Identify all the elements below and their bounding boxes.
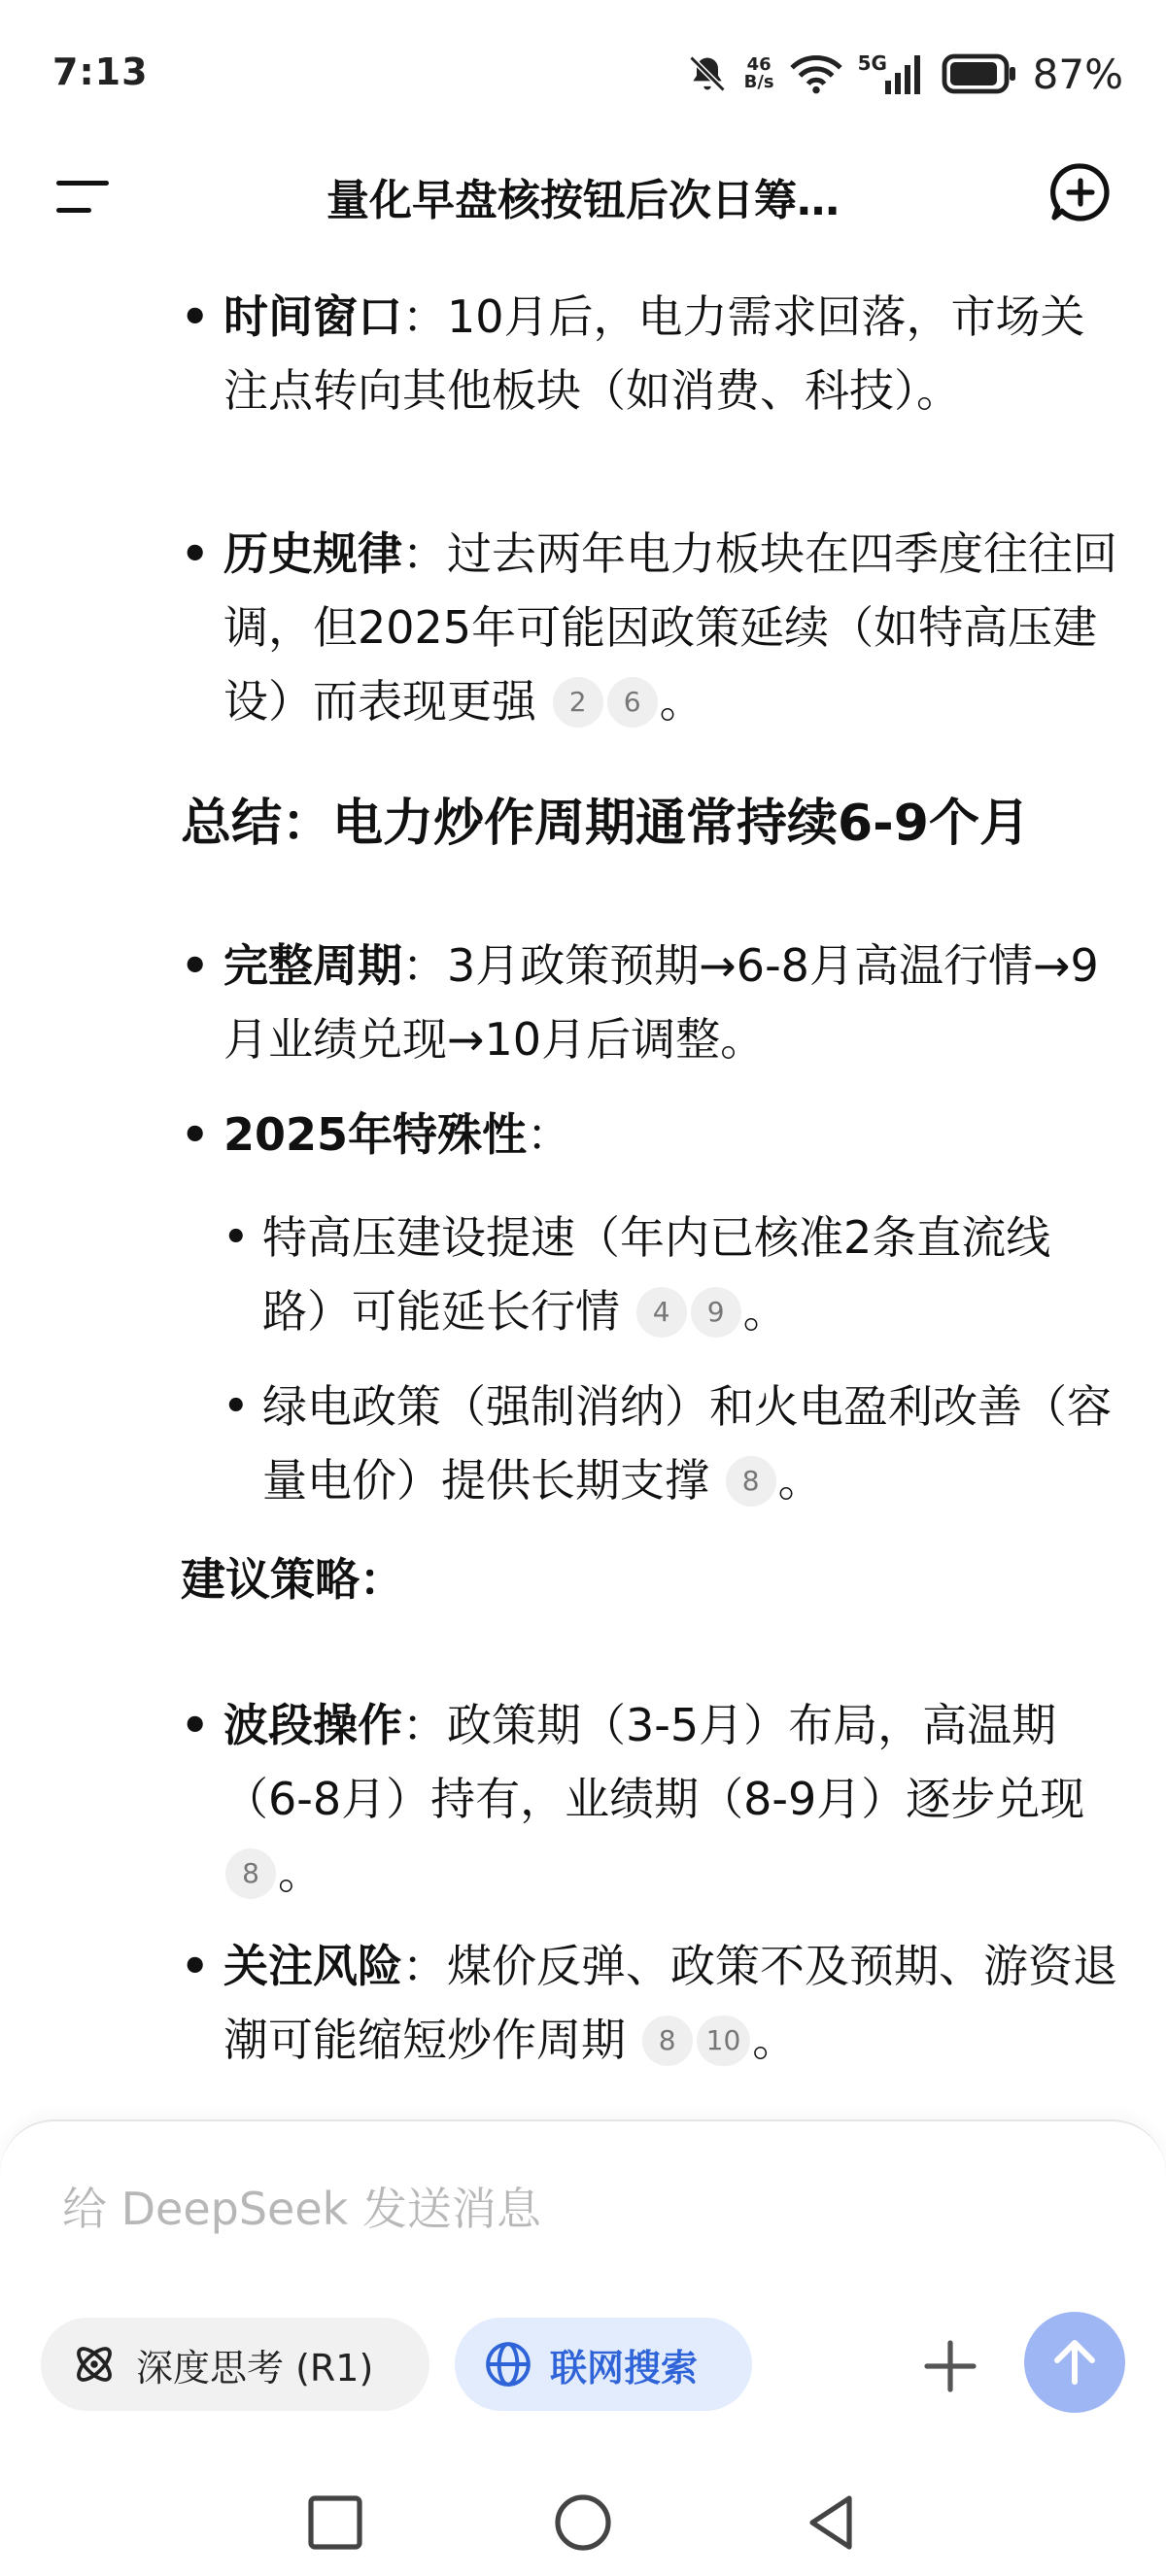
item-label: 2025年特殊性: [223, 1108, 528, 1161]
citation-badge[interactable]: 8: [225, 1848, 276, 1899]
item-label: 波段操作: [223, 1699, 402, 1751]
deep-think-label: 深度思考 (R1): [136, 2346, 374, 2390]
web-search-label: 联网搜索: [550, 2346, 699, 2390]
sub-bullet-dot: •: [223, 1215, 249, 1260]
citation-badge[interactable]: 9: [691, 1287, 741, 1338]
app-header: [0, 146, 1166, 243]
item-separator: ：: [402, 939, 447, 992]
network-type: 5G: [857, 51, 887, 75]
net-speed: [744, 56, 774, 91]
bullet-dot: •: [181, 939, 210, 992]
arrow-up-icon: [1049, 2337, 1100, 2388]
item-text: 政策期（3-5月）布局，高温期（6-8月）持有，业绩期（8-9月）逐步兑现: [223, 1699, 1085, 1825]
citation-badge[interactable]: 6: [607, 677, 658, 728]
circle-home-icon[interactable]: [549, 2489, 617, 2557]
item-end: 。: [278, 1847, 323, 1899]
bullet-dot: •: [181, 290, 210, 343]
message-input[interactable]: [62, 2170, 1034, 2248]
citation-badge[interactable]: 2: [553, 677, 603, 728]
triangle-back-icon[interactable]: [797, 2489, 865, 2557]
item-label: 时间窗口: [223, 290, 402, 343]
system-nav-bar: [0, 2467, 1166, 2576]
chat-response: [0, 262, 1166, 2108]
item-separator: ：: [402, 290, 447, 343]
item-separator: ：: [402, 1699, 447, 1751]
square-recents-icon[interactable]: [301, 2489, 369, 2557]
list-item-swing: [223, 1688, 1117, 1910]
deep-think-button[interactable]: [41, 2318, 429, 2411]
item-text: 3月政策预期→6-8月高温行情→9月业绩兑现→10月后调整。: [223, 939, 1099, 1066]
sub-bullet-dot: •: [223, 1384, 249, 1429]
plus-icon[interactable]: [921, 2337, 979, 2395]
item-text: 10月后，电力需求回落，市场关注点转向其他板块（如消费、科技）。: [223, 290, 1085, 417]
summary-heading: 总结：电力炒作周期通常持续6-9个月: [181, 795, 1030, 853]
item-end: 。: [659, 675, 704, 728]
sub-item-uhv: [262, 1201, 1117, 1348]
item-label: 完整周期: [223, 939, 402, 992]
menu-icon[interactable]: [56, 173, 115, 218]
item-separator: ：: [527, 1108, 572, 1161]
item-text: 特高压建设提速（年内已核准2条直流线路）可能延长行情: [262, 1211, 1051, 1338]
list-item-time-window: [223, 280, 1117, 427]
bullet-dot: •: [181, 1940, 210, 1992]
citation-badge[interactable]: 10: [697, 2016, 751, 2066]
battery-icon: [942, 52, 1017, 95]
bullet-dot: •: [181, 1699, 210, 1751]
new-chat-plus-icon[interactable]: [1049, 161, 1112, 223]
atom-icon: [70, 2340, 119, 2389]
bullet-dot: •: [181, 1108, 210, 1161]
item-separator: ：: [402, 1940, 447, 1992]
list-item-history: [223, 517, 1117, 738]
item-label: 历史规律: [223, 527, 402, 580]
item-end: 。: [742, 1285, 788, 1338]
strategy-heading: 建议策略：: [181, 1553, 404, 1606]
conversation-title: 量化早盘核按钮后次日筹…: [326, 176, 840, 225]
item-end: 。: [752, 2014, 798, 2066]
send-button[interactable]: [1024, 2312, 1125, 2413]
item-end: 。: [777, 1454, 823, 1507]
bullet-dot: •: [181, 527, 210, 580]
wifi-icon: [790, 52, 842, 95]
status-bar: [0, 0, 1166, 146]
list-item-risk: [223, 1929, 1117, 2077]
net-speed-unit: B/s: [743, 72, 774, 92]
status-time: 7:13: [52, 51, 149, 93]
web-search-button[interactable]: [455, 2318, 752, 2411]
signal-5g-icon: [858, 50, 926, 98]
bell-off-icon: [686, 52, 729, 95]
citation-badge[interactable]: 8: [726, 1456, 776, 1507]
status-icons: [686, 47, 1123, 101]
globe-icon: [484, 2340, 532, 2389]
list-item-full-cycle: [223, 929, 1117, 1076]
item-separator: ：: [402, 527, 447, 580]
item-text: 煤价反弹、政策不及预期、游资退潮可能缩短炒作周期: [223, 1940, 1117, 2066]
item-text: 绿电政策（强制消纳）和火电盈利改善（容量电价）提供长期支撑: [262, 1380, 1112, 1507]
item-text: 过去两年电力板块在四季度往往回调，但2025年可能因政策延续（如特高压建设）而表现更强: [223, 527, 1117, 728]
item-label: 关注风险: [223, 1940, 402, 1992]
citation-badge[interactable]: 4: [636, 1287, 687, 1338]
list-item-2025: [223, 1098, 1117, 1171]
sub-item-green: [262, 1370, 1117, 1517]
battery-percent: 87%: [1032, 50, 1123, 98]
citation-badge[interactable]: 8: [642, 2016, 693, 2066]
net-speed-value: 46: [746, 54, 772, 75]
